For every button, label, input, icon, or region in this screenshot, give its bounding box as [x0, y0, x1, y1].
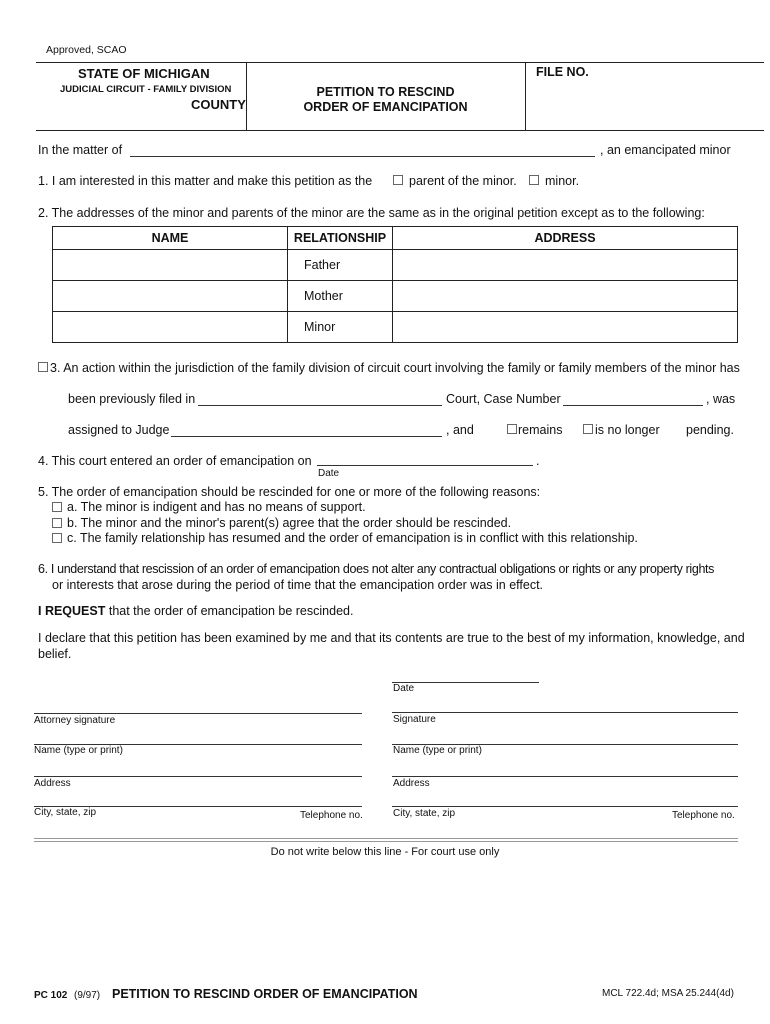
table-row	[53, 250, 738, 281]
address-cell[interactable]	[393, 281, 738, 312]
signature-label: Signature	[393, 714, 436, 725]
item4-period: .	[536, 454, 540, 468]
approval-note: Approved, SCAO	[46, 44, 127, 56]
signature-field[interactable]	[392, 712, 738, 713]
header-top-rule	[36, 62, 764, 63]
request-bold: I REQUEST	[38, 604, 106, 618]
pending-label: pending.	[686, 423, 734, 437]
relationship-cell: Mother	[288, 281, 393, 312]
address-table-header	[53, 227, 738, 250]
court-use-rule-bottom	[34, 841, 738, 842]
parent-option-label: parent of the minor.	[409, 174, 517, 188]
attorney-city-label: City, state, zip	[34, 807, 97, 818]
minor-option-label: minor.	[545, 174, 580, 188]
form-title-line2: ORDER OF EMANCIPATION	[303, 100, 468, 114]
sign-date-label: Date	[393, 683, 415, 694]
court-use-note: Do not write below this line - For court use only	[270, 846, 500, 858]
case-number-label: Court, Case Number	[446, 392, 561, 406]
item3-filed-label: been previously filed in	[68, 392, 196, 406]
reason-b-checkbox[interactable]	[52, 518, 62, 528]
emancipation-date-field[interactable]	[317, 465, 533, 466]
name-cell[interactable]	[53, 312, 288, 343]
no-longer-label: is no longer	[595, 423, 660, 437]
matter-name-field[interactable]	[130, 156, 595, 157]
parent-checkbox[interactable]	[393, 175, 403, 185]
no-longer-checkbox[interactable]	[583, 424, 593, 434]
table-row	[53, 312, 738, 343]
item4-text: 4. This court entered an order of emancipation on	[38, 454, 312, 468]
was-label: , was	[706, 392, 736, 406]
minor-checkbox[interactable]	[529, 175, 539, 185]
petitioner-city-label: City, state, zip	[393, 808, 456, 819]
col-name: NAME	[53, 227, 288, 250]
declaration-line2: belief.	[38, 647, 72, 661]
judge-label: assigned to Judge	[68, 423, 170, 437]
attorney-phone-label: Telephone no.	[300, 810, 363, 821]
item6-line2: or interests that arose during the period of time that the emancipation order was in effect.	[52, 578, 544, 592]
petitioner-city-field[interactable]	[392, 806, 738, 807]
address-table	[52, 226, 738, 343]
relationship-cell: Minor	[288, 312, 393, 343]
col-address: ADDRESS	[393, 227, 738, 250]
item5-text: 5. The order of emancipation should be rescinded for one or more of the following reasons:	[38, 485, 541, 499]
reason-b-label: b. The minor and the minor's parent(s) agree that the order should be rescinded.	[67, 516, 512, 530]
item2-text: 2. The addresses of the minor and parents of the minor are the same as in the original petition except as to the following:	[38, 206, 705, 220]
name-cell[interactable]	[53, 281, 288, 312]
date-caption: Date	[318, 468, 340, 479]
file-no-label: FILE NO.	[536, 65, 589, 79]
header-divider-right	[525, 62, 526, 130]
judge-field[interactable]	[171, 436, 442, 437]
attorney-name-label: Name (type or print)	[34, 745, 123, 756]
reason-a-label: a. The minor is indigent and has no means of support.	[67, 500, 366, 514]
attorney-address-label: Address	[34, 778, 71, 789]
state-name: STATE OF MICHIGAN	[78, 66, 210, 81]
county-label: COUNTY	[191, 97, 246, 112]
court-name-field[interactable]	[198, 405, 442, 406]
request-statement	[38, 604, 353, 618]
statute-reference: MCL 722.4d; MSA 25.244(4d)	[602, 988, 734, 999]
col-relationship: RELATIONSHIP	[288, 227, 393, 250]
relationship-cell: Father	[288, 250, 393, 281]
header-bottom-rule	[36, 130, 764, 131]
table-row	[53, 281, 738, 312]
matter-suffix: , an emancipated minor	[600, 143, 731, 157]
reason-a-checkbox[interactable]	[52, 502, 62, 512]
address-cell[interactable]	[393, 250, 738, 281]
court-use-rule-top	[34, 838, 738, 839]
item3-checkbox[interactable]	[38, 362, 48, 372]
reason-c-label: c. The family relationship has resumed and the order of emancipation is in conflict with this relationship.	[67, 531, 638, 545]
petitioner-address-field[interactable]	[392, 776, 738, 777]
form-revision: (9/97)	[74, 990, 101, 1001]
reason-c-checkbox[interactable]	[52, 533, 62, 543]
petitioner-name-label: Name (type or print)	[393, 745, 482, 756]
item6-line1: 6. I understand that rescission of an order of emancipation does not alter any contractual obligations or rights or any property rights	[38, 562, 715, 576]
case-number-field[interactable]	[563, 405, 703, 406]
attorney-signature-label: Attorney signature	[34, 715, 116, 726]
matter-prefix: In the matter of	[38, 143, 123, 157]
attorney-signature-field[interactable]	[34, 713, 362, 714]
petitioner-phone-label: Telephone no.	[672, 810, 735, 821]
address-cell[interactable]	[393, 312, 738, 343]
petitioner-address-label: Address	[393, 778, 430, 789]
item1-text: 1. I am interested in this matter and make this petition as the	[38, 174, 373, 188]
request-rest: that the order of emancipation be rescinded.	[105, 604, 354, 618]
remains-checkbox[interactable]	[507, 424, 517, 434]
form-title-line1: PETITION TO RESCIND	[316, 85, 455, 99]
and-label: , and	[446, 423, 474, 437]
court-name: JUDICIAL CIRCUIT - FAMILY DIVISION	[60, 84, 232, 95]
form-number: PC 102	[34, 990, 68, 1001]
item3-line1: 3. An action within the jurisdiction of the family division of circuit court involving the family or family members of the minor has	[50, 361, 740, 375]
remains-label: remains	[518, 423, 563, 437]
attorney-address-field[interactable]	[34, 776, 362, 777]
name-cell[interactable]	[53, 250, 288, 281]
declaration-line1: I declare that this petition has been examined by me and that its contents are true to the best of my information, knowledge, and	[38, 631, 745, 645]
footer-title: PETITION TO RESCIND ORDER OF EMANCIPATION	[112, 987, 418, 1001]
